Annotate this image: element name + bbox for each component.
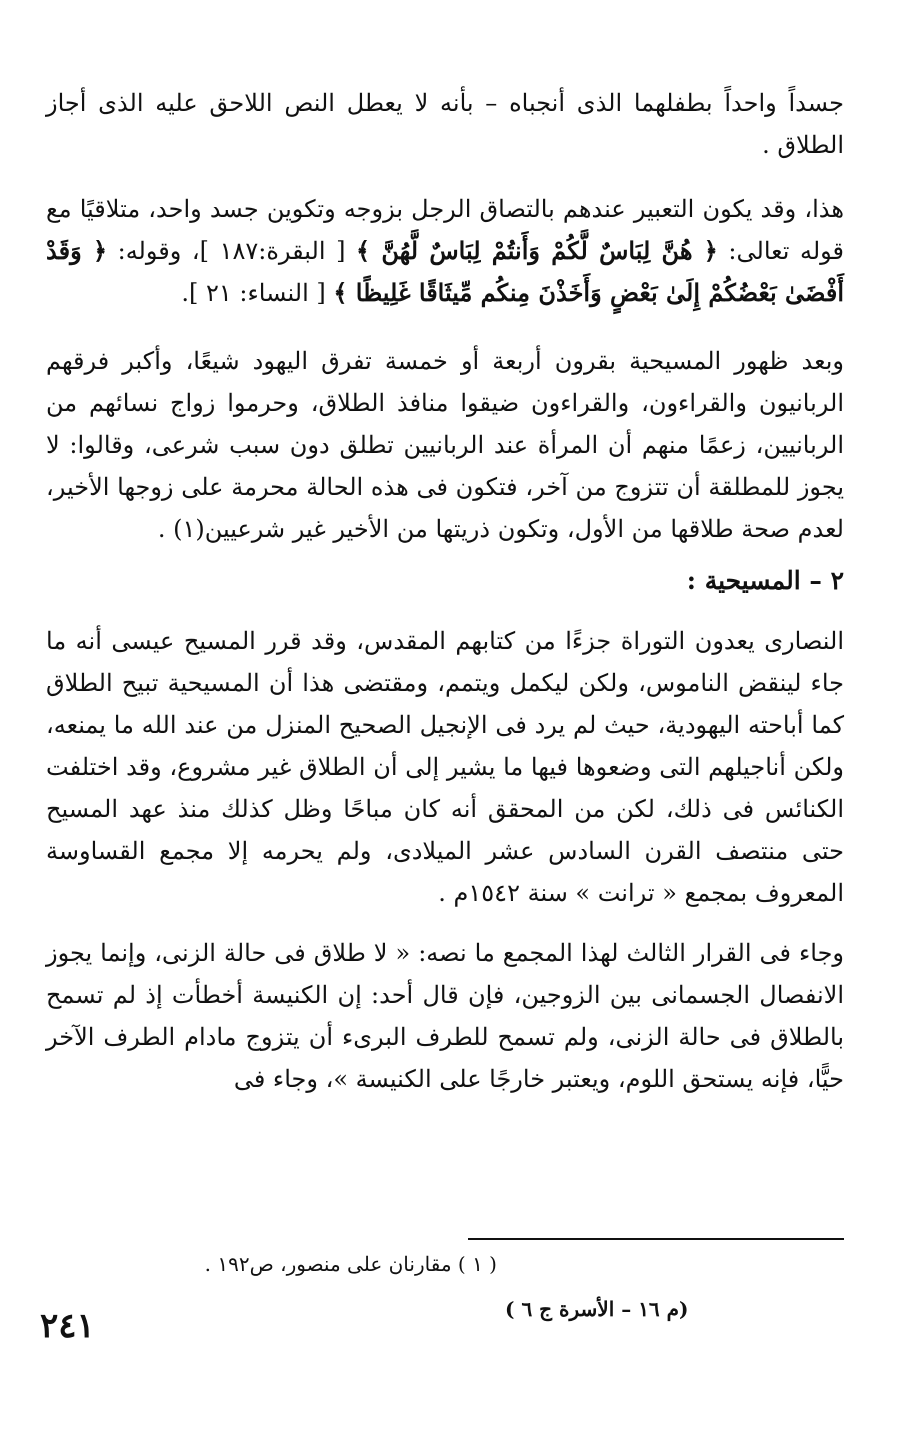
- paragraph-2-citation-a: [ البقرة:١٨٧ ]، وقوله:: [107, 237, 357, 265]
- paragraph-2-text-a: هذا، وقد يكون التعبير عندهم بالتصاق الرجل بزوجه وتكوين جسد واحد، متلاقيًا مع قوله تعالى:: [46, 195, 845, 265]
- printer-signature: (م ١٦ – الأسرة ج ٦ ): [505, 1297, 689, 1321]
- page-body: [46, 82, 844, 1100]
- paragraph-5-text: وجاء فى القرار الثالث لهذا المجمع ما نصه: « لا طلاق فى حالة الزنى، وإنما يجوز الانفصال الجسمانى بين الزوجين، فإن قال أحد: إن الكنيسة أخطأت إذ لم تسمح بالطلاق فى حالة الزنى، ولم تسمح للطرف البرىء أن يتزوج مادام الطرف الآخر حيًّا، فإنه يستحق اللوم، ويعتبر خارجًا على الكنيسة »، وجاء فى: [46, 939, 844, 1093]
- section-heading: ٢ – المسيحية :: [686, 566, 844, 595]
- paragraph-4: [46, 620, 844, 914]
- paragraph-2-citation-b: [ النساء: ٢١ ].: [181, 279, 334, 307]
- footnote-divider: [468, 1238, 844, 1240]
- footnote: ( ١ ) مقارنان على منصور، ص١٩٢ .: [204, 1252, 497, 1276]
- paragraph-5: [46, 932, 844, 1100]
- paragraph-2: [46, 188, 844, 314]
- paragraph-1-text: جسداً واحداً بطفلهما الذى أنجباه – بأنه لا يعطل النص اللاحق عليه الذى أجاز الطلاق .: [46, 89, 844, 159]
- quran-verse-nisa: ﴿ وَقَدْ أَفْضَىٰ بَعْضُكُمْ إِلَىٰ بَعْضٍ وَأَخَذْنَ مِنكُم مِّيثَاقًا غَلِيظًا ﴾: [46, 236, 844, 307]
- quran-verse-baqarah: ﴿ هُنَّ لِبَاسٌ لَّكُمْ وَأَنتُمْ لِبَاسٌ لَّهُنَّ ﴾: [356, 236, 718, 265]
- paragraph-4-text: النصارى يعدون التوراة جزءًا من كتابهم المقدس، وقد قرر المسيح عيسى أنه ما جاء لينقض الناموس، ولكن ليكمل ويتمم، ومقتضى هذا أن المسيحية تبيح الطلاق كما أباحته اليهودية، حيث لم يرد فى الإنجيل الصحيح المنزل من عند الله ما يمنعه، ولكن أناجيلهم التى وضعوها فيها ما يشير إلى أن الطلاق غير مشروع، وقد اختلفت الكنائس فى ذلك، لكن من المحقق أنه كان مباحًا وظل كذلك منذ عهد المسيح حتى منتصف القرن السادس عشر الميلادى، ولم يحرمه إلا مجمع القساوسة المعروف بمجمع « ترانت » سنة ١٥٤٢م .: [46, 627, 845, 907]
- page-number: ٢٤١: [40, 1306, 95, 1346]
- paragraph-3: [46, 340, 844, 550]
- paragraph-1: [46, 82, 844, 166]
- paragraph-3-text: وبعد ظهور المسيحية بقرون أربعة أو خمسة تفرق اليهود شيعًا، وأكبر فرقهم الربانيون والقراءون، والقراءون ضيقوا منافذ الطلاق، وحرموا زواج نسائهم من الربانيين، زعمًا منهم أن المرأة عند الربانيين تطلق دون سبب شرعى، وقالوا: لا يجوز للمطلقة أن تتزوج من آخر، فتكون فى هذه الحالة محرمة على زوجها الأخير، لعدم صحة طلاقها من الأول، وتكون ذريتها من الأخير غير شرعيين(١) .: [46, 347, 845, 543]
